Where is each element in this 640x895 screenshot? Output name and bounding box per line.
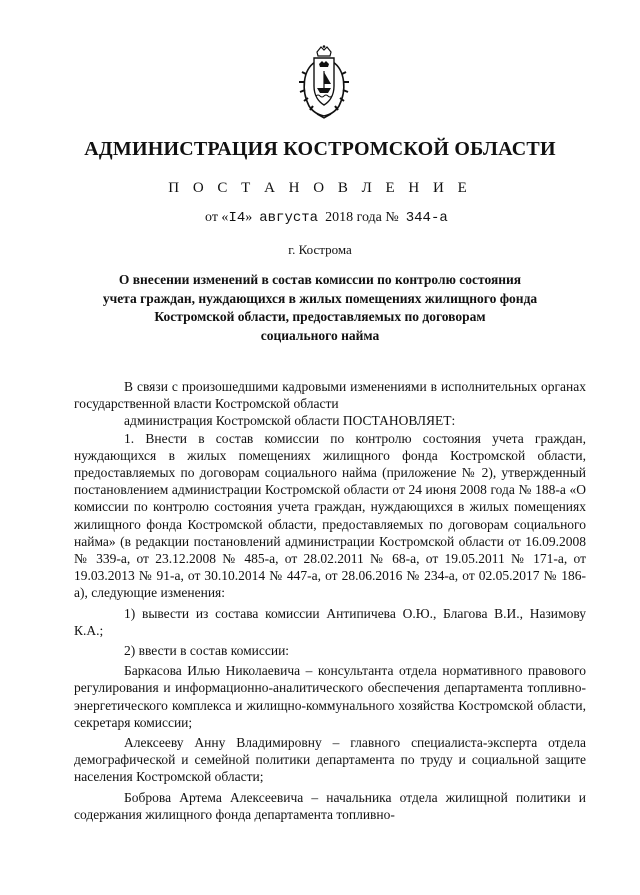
subject-line: учета граждан, нуждающихся в жилых помещениях жилищного фонда (102, 290, 538, 306)
resolve-paragraph: администрация Костромской области ПОСТАНОВЛЯЕТ: (124, 413, 456, 429)
date-year: 2018 года № (325, 210, 399, 225)
document-body (74, 378, 586, 823)
subject-line: О внесении изменений в состав комиссии по контролю состояния (118, 272, 522, 287)
city: г. Кострома (288, 242, 352, 257)
date-day: I4 (228, 210, 246, 226)
member-bobrov-paragraph: Боброва Артема Алексеевича – начальника отдела жилищной политики и содержания жилищного фонда департамента топливно- (74, 789, 586, 822)
date-number-line (205, 210, 448, 226)
intro-paragraph: В связи с произошедшими кадровыми изменениями в исполнительных органах государственной власти Костромской области (74, 379, 586, 412)
item-1-paragraph: 1. Внести в состав комиссии по контролю состояния учета граждан, нуждающихся в жилых помещениях жилищного фонда Костромской области, предоставляемых по договорам социального найма (приложение № 2), утвержденный постановлением администрации Костромской области от 24 июня 2008 года № 188-а «О комиссии по контролю состояния учета граждан, нуждающихся в жилых помещениях жилищного фонда Костромской области, предоставляемых по договорам социального найма» (в редакции постановлений администрации Костромской области от 16.09.2008 № 339-а, от 23.12.2008 № 485-а, от 28.02.2011 № 68-а, от 19.05.2011 № 171-а, от 19.03.2013 № 91-а, от 30.10.2014 № 447-а, от 28.06.2016 № 234-а, от 02.05.2017 № 186-а), следующие изменения: (74, 430, 586, 601)
document-subject (60, 271, 580, 345)
date-month: августа (259, 210, 319, 226)
date-close: » (245, 210, 253, 225)
subitem-1-paragraph: 1) вывести из состава комиссии Антипичева О.Ю., Благова В.И., Назимову К.А.; (74, 605, 586, 638)
member-alekseeva-paragraph: Алексееву Анну Владимировну – главного специалиста-эксперта отдела демографической и семейной политики департамента по труду и социальной защите населения Костромской области; (74, 735, 586, 785)
kostroma-region-coat-of-arms-icon (295, 44, 353, 120)
member-barkasov-paragraph: Баркасова Илью Николаевича – консультанта отдела нормативного правового регулирования и информационно-аналитического обеспечения департамента топливно-энергетического комплекса и жилищно-коммунального хозяйства Костромской области, секретаря комиссии; (74, 663, 586, 730)
document-number: 344-а (405, 210, 448, 226)
subject-line: Костромской области, предоставляемых по договорам (154, 309, 486, 324)
subject-line: социального найма (260, 327, 380, 343)
date-prefix: от « (205, 210, 229, 225)
organization-name: АДМИНИСТРАЦИЯ КОСТРОМСКОЙ ОБЛАСТИ (84, 138, 556, 160)
document-type: П О С Т А Н О В Л Е Н И Е (168, 180, 472, 196)
subitem-2-paragraph: 2) ввести в состав комиссии: (124, 643, 290, 659)
